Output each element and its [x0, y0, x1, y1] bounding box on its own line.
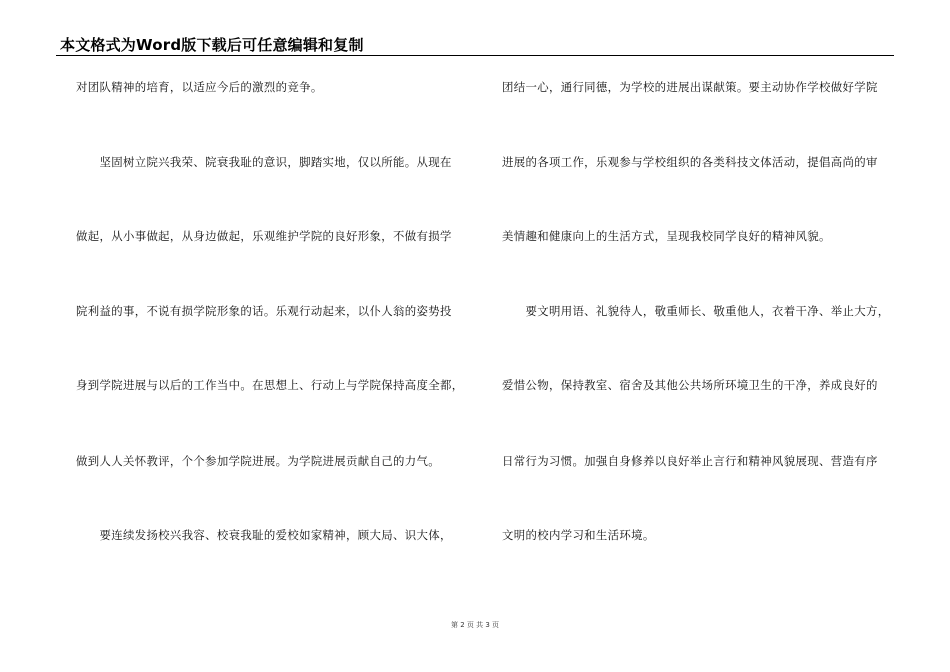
left-line-6: 做到人人关怀教评，个个参加学院进展。为学院进展贡献自己的力气。: [76, 454, 440, 468]
left-line-7: 要连续发扬校兴我容、校衰我耻的爱校如家精神，顾大局、识大体，: [76, 528, 452, 542]
left-line-1: 对团队精神的培育，以适应今后的激烈的竞争。: [76, 80, 323, 94]
right-line-2: 进展的各项工作，乐观参与学校组织的各类科技文体活动，提倡高尚的审: [502, 155, 878, 169]
right-line-3: 美情趣和健康向上的生活方式，呈现我校同学良好的精神风貌。: [502, 229, 831, 243]
left-line-5: 身到学院进展与以后的工作当中。在思想上、行动上与学院保持高度全都，: [76, 378, 464, 392]
document-header-title: 本文格式为Word版下载后可任意编辑和复制: [60, 36, 364, 54]
left-line-2: 坚固树立院兴我荣、院衰我耻的意识，脚踏实地，仅以所能。从现在: [76, 155, 452, 169]
header-divider: [56, 55, 894, 56]
right-line-1: 团结一心，通行同德，为学校的进展出谋献策。要主动协作学校做好学院: [502, 80, 878, 94]
right-line-7: 文明的校内学习和生活环境。: [502, 528, 655, 542]
left-line-4: 院利益的事，不说有损学院形象的话。乐观行动起来，以仆人翁的姿势投: [76, 304, 452, 318]
page-number: 第 2 页 共 3 页: [450, 621, 500, 629]
right-line-5: 爱惜公物，保持教室、宿舍及其他公共场所环境卫生的干净，养成良好的: [502, 378, 878, 392]
left-line-3: 做起，从小事做起，从身边做起，乐观维护学院的良好形象，不做有损学: [76, 229, 452, 243]
right-line-6: 日常行为习惯。加强自身修养以良好举止言行和精神风貌展现、营造有序: [502, 454, 878, 468]
right-line-4: 要文明用语、礼貌待人，敬重师长、敬重他人，衣着干净、举止大方，: [502, 304, 890, 318]
